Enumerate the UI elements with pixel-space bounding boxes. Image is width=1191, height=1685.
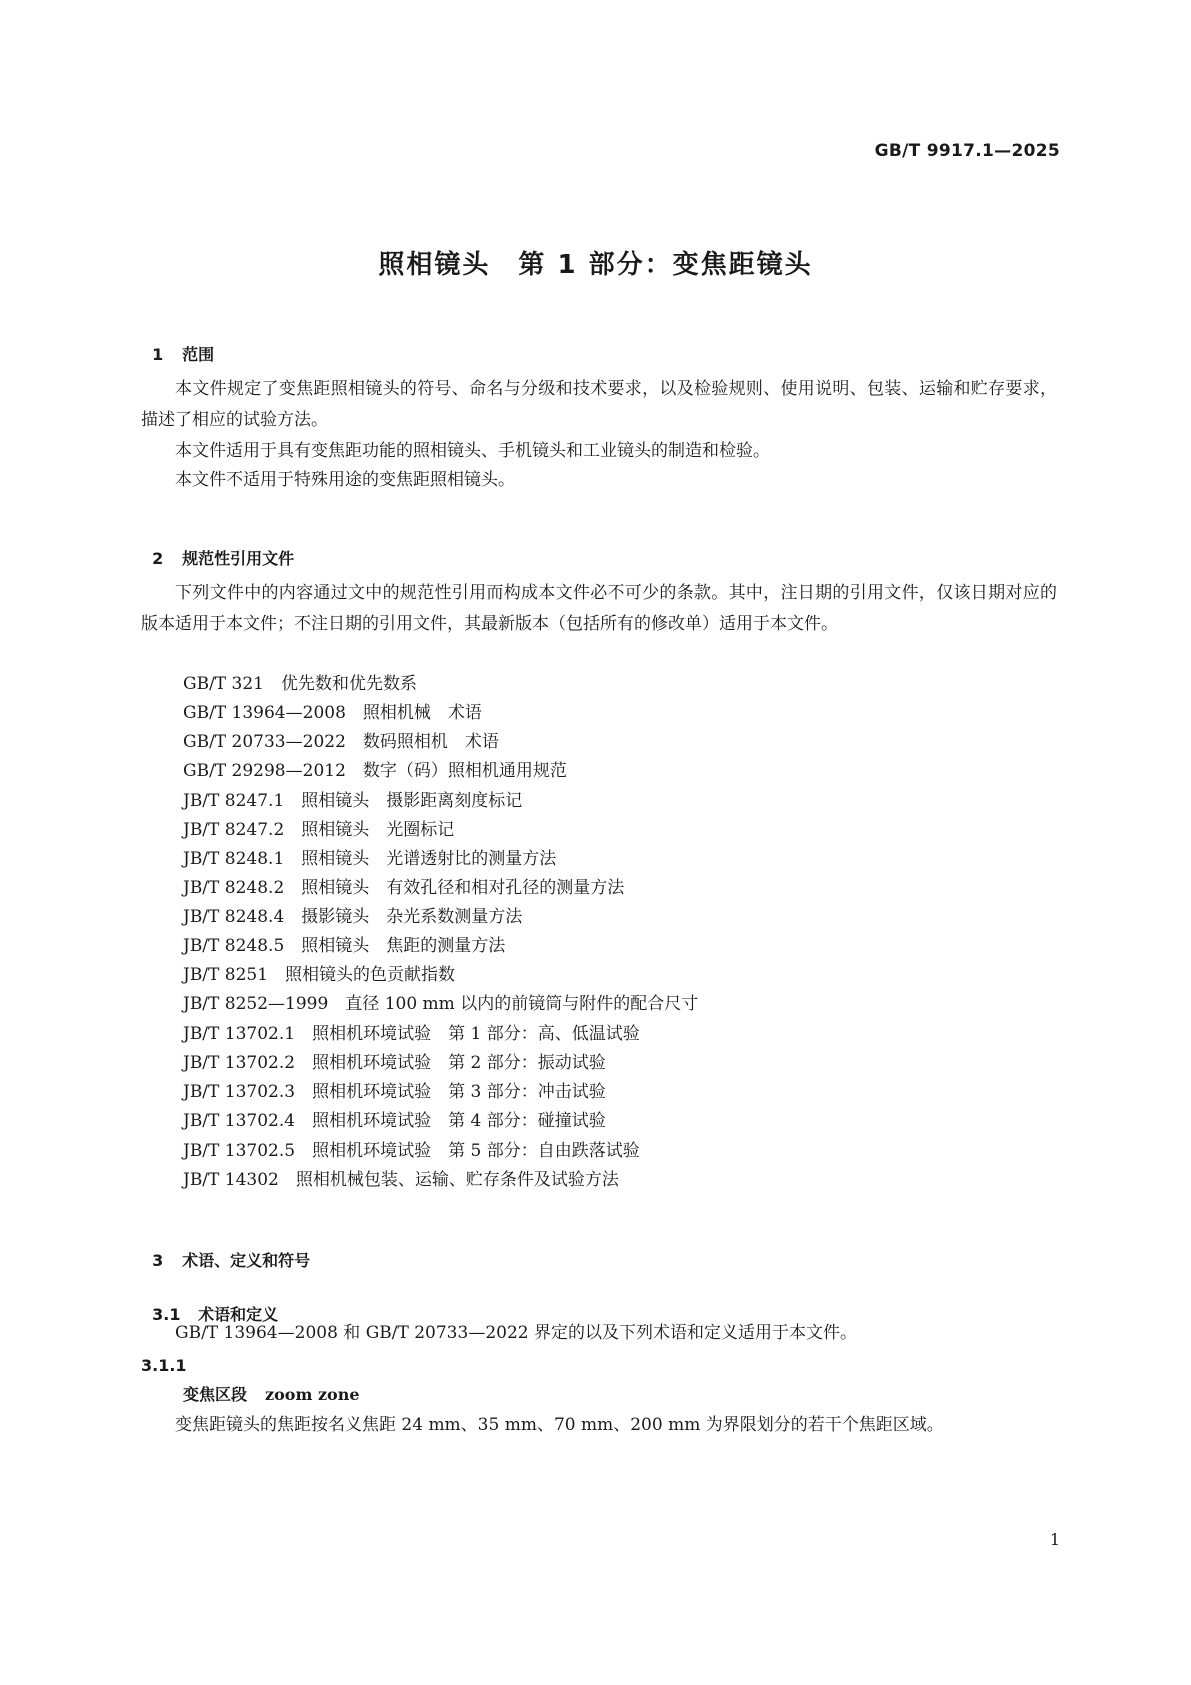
section-1-paragraph-3: 本文件不适用于特殊用途的变焦距照相镜头。 xyxy=(175,470,515,490)
reference-item: JB/T 8248.1 照相镜头 光谱透射比的测量方法 xyxy=(183,849,557,869)
reference-item: JB/T 13702.5 照相机环境试验 第 5 部分：自由跌落试验 xyxy=(183,1141,640,1161)
reference-item: JB/T 13702.3 照相机环境试验 第 3 部分：冲击试验 xyxy=(183,1082,606,1102)
reference-item: JB/T 13702.4 照相机环境试验 第 4 部分：碰撞试验 xyxy=(183,1111,606,1131)
subsection-title: 术语和定义 xyxy=(198,1305,279,1324)
reference-item: GB/T 20733—2022 数码照相机 术语 xyxy=(183,732,499,752)
subsection-number: 3.1 xyxy=(152,1305,181,1324)
document-code: GB/T 9917.1—2025 xyxy=(874,141,1060,161)
term-name-zh: 变焦区段 xyxy=(183,1385,248,1404)
term-definition: 变焦距镜头的焦距按名义焦距 24 mm、35 mm、70 mm、200 mm 为界限划分的若干个焦距区域。 xyxy=(175,1415,944,1435)
page-number: 1 xyxy=(1049,1530,1060,1549)
subsection-3-1-intro: GB/T 13964—2008 和 GB/T 20733—2022 界定的以及下列术语和定义适用于本文件。 xyxy=(175,1323,857,1343)
reference-item: JB/T 8252—1999 直径 100 mm 以内的前镜筒与附件的配合尺寸 xyxy=(183,994,699,1014)
term-number: 3.1.1 xyxy=(141,1356,187,1375)
reference-item: JB/T 8247.2 照相镜头 光圈标记 xyxy=(183,820,455,840)
section-number: 1 xyxy=(152,345,164,364)
section-title: 范围 xyxy=(182,345,215,364)
reference-item: GB/T 321 优先数和优先数系 xyxy=(183,674,417,694)
section-number: 3 xyxy=(152,1251,164,1270)
section-3-heading xyxy=(141,1228,310,1272)
reference-item: GB/T 29298—2012 数字（码）照相机通用规范 xyxy=(183,761,567,781)
reference-item: JB/T 8251 照相镜头的色贡献指数 xyxy=(183,965,456,985)
reference-item: GB/T 13964—2008 照相机械 术语 xyxy=(183,703,482,723)
section-1-paragraph-1: 本文件规定了变焦距照相镜头的符号、命名与分级和技术要求，以及检验规则、使用说明、包装、运输和贮存要求，描述了相应的试验方法。 xyxy=(141,379,1057,430)
section-2-intro: 下列文件中的内容通过文中的规范性引用而构成本文件必不可少的条款。其中，注日期的引用文件，仅该日期对应的版本适用于本文件；不注日期的引用文件，其最新版本（包括所有的修改单）适用于本文件。 xyxy=(141,583,1057,634)
reference-item: JB/T 13702.1 照相机环境试验 第 1 部分：高、低温试验 xyxy=(183,1024,640,1044)
section-number: 2 xyxy=(152,549,164,568)
reference-item: JB/T 8248.4 摄影镜头 杂光系数测量方法 xyxy=(183,907,523,927)
document-title: 照相镜头 第 1 部分：变焦距镜头 xyxy=(378,250,813,280)
section-1-paragraph-2: 本文件适用于具有变焦距功能的照相镜头、手机镜头和工业镜头的制造和检验。 xyxy=(175,441,770,461)
term-name xyxy=(183,1384,360,1406)
section-title: 规范性引用文件 xyxy=(182,549,295,568)
term-name-en: zoom zone xyxy=(265,1385,360,1404)
reference-item: JB/T 8248.2 照相镜头 有效孔径和相对孔径的测量方法 xyxy=(183,878,625,898)
reference-item: JB/T 14302 照相机械包装、运输、贮存条件及试验方法 xyxy=(183,1170,619,1190)
section-2-heading xyxy=(141,526,294,570)
section-title: 术语、定义和符号 xyxy=(182,1251,311,1270)
section-1-heading xyxy=(141,322,214,366)
reference-item: JB/T 8247.1 照相镜头 摄影距离刻度标记 xyxy=(183,791,523,811)
reference-item: JB/T 13702.2 照相机环境试验 第 2 部分：振动试验 xyxy=(183,1053,606,1073)
reference-item: JB/T 8248.5 照相镜头 焦距的测量方法 xyxy=(183,936,506,956)
